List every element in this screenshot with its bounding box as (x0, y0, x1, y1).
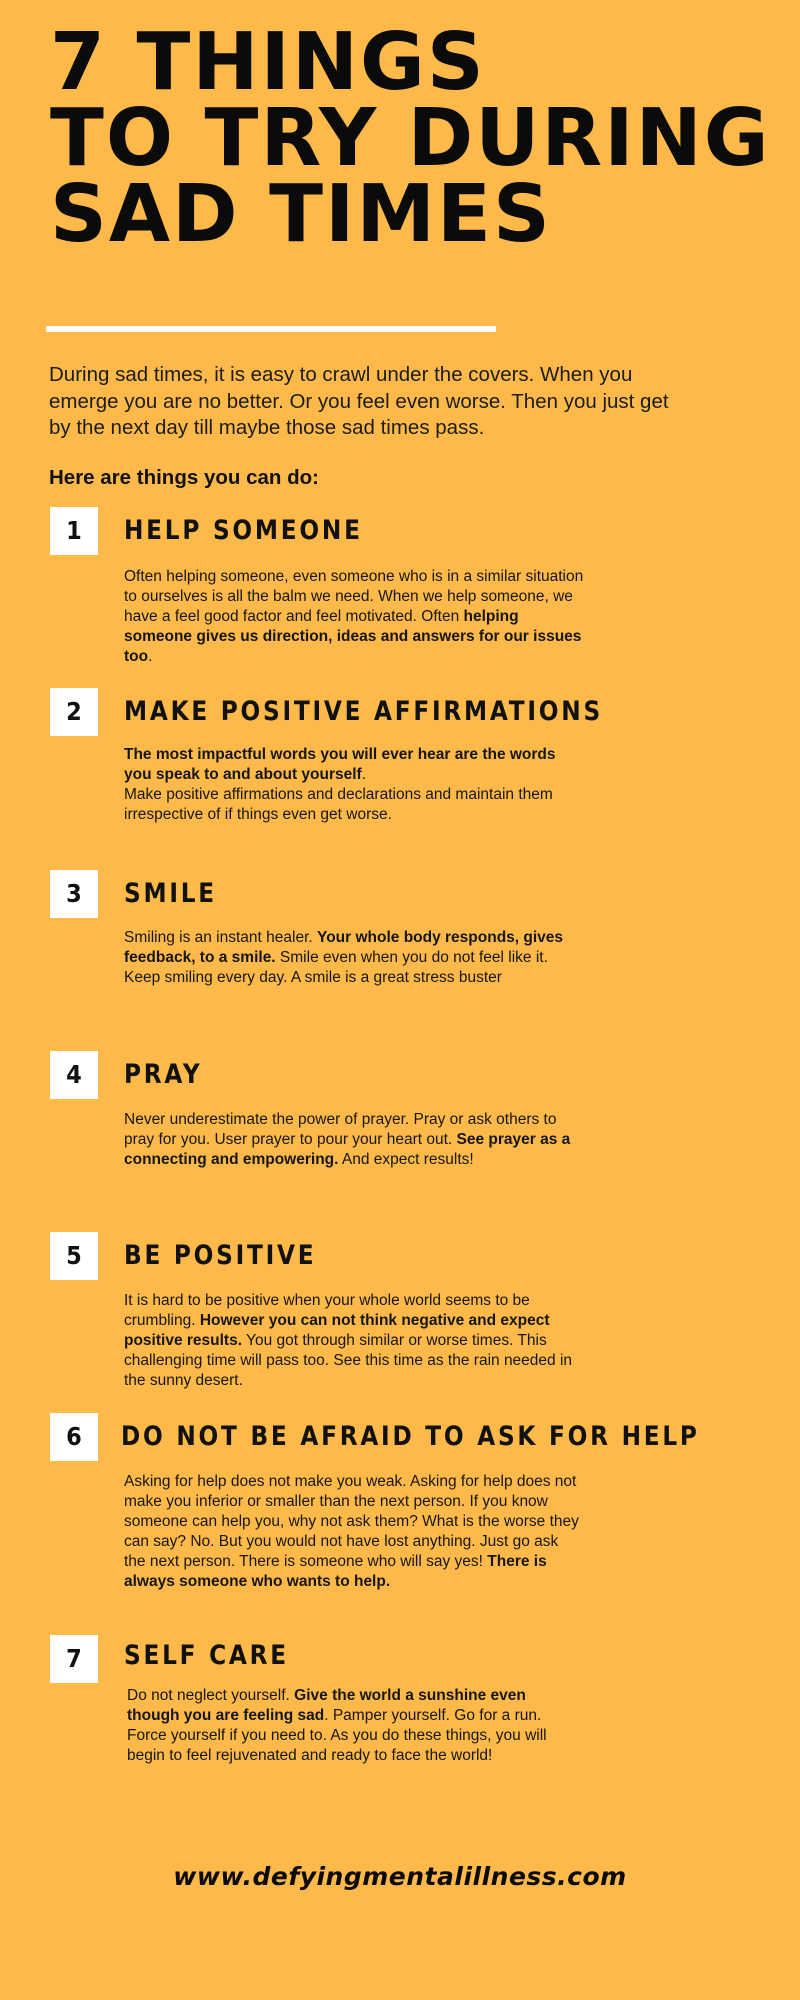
body-text: You got through similar or worse times. This challenging time will pass too. See this time as the rain needed in the sunny desert. (124, 1332, 573, 1389)
emphasis-text: helping someone gives us direction, ideas and answers for our issues too (124, 608, 582, 665)
item-heading: SELF CARE (124, 1640, 289, 1671)
emphasis-text: However you can not think negative and expect positive results. (124, 1312, 550, 1349)
body-text: Smiling is an instant healer. (124, 929, 317, 946)
item-number-badge: 4 (50, 1051, 98, 1099)
body-text: Asking for help does not make you weak. Asking for help does not make you inferior or smaller than the next person. If you know someone can help you, why not ask them? What is the worse they can say? No. But you would not have lost anything. Just go ask the next person. There is someone who will say yes! (124, 1473, 579, 1570)
body-text: Never underestimate the power of prayer. Pray or ask others to pray for you. User prayer to pour your heart out. (124, 1111, 557, 1148)
body-text: And expect results! (338, 1151, 474, 1168)
item-body (124, 1110, 584, 1170)
title-divider (46, 326, 496, 332)
body-text: Smile even when you do not feel like it. Keep smiling every day. A smile is a great stress buster (124, 949, 548, 986)
item-number-badge: 1 (50, 507, 98, 555)
title-line-1: 7 THINGS (50, 16, 486, 108)
body-text: It is hard to be positive when your whole world seems to be crumbling. (124, 1292, 530, 1329)
body-text: Often helping someone, even someone who is in a similar situation to ourselves is all the balm we need. When we help someone, we have a feel good factor and feel motivated. Often (124, 568, 584, 625)
title-line-3: SAD TIMES (50, 168, 552, 260)
item-body (124, 1291, 584, 1391)
intro-paragraph: During sad times, it is easy to crawl under the covers. When you emerge you are no better. Or you feel even worse. Then you just get by the next day till maybe those sad times pass. (49, 363, 669, 439)
emphasis-text: See prayer as a connecting and empowering. (124, 1131, 571, 1168)
item-body (124, 928, 584, 988)
body-text: . Pamper yourself. Go for a run. Force yourself if you need to. As you do these things, you will begin to feel rejuvenated and ready to face the world! (127, 1707, 547, 1764)
website-url: www.defyingmentalillness.com (173, 1862, 627, 1891)
item-heading: HELP SOMEONE (124, 515, 363, 546)
item-number-badge: 2 (50, 688, 98, 736)
item-number-badge: 6 (50, 1413, 98, 1461)
body-text: . (148, 648, 153, 665)
item-heading: BE POSITIVE (124, 1240, 317, 1271)
list-lead-in: Here are things you can do: (49, 466, 319, 489)
emphasis-text: Your whole body responds, gives feedback, to a smile. (124, 929, 564, 966)
item-heading: MAKE POSITIVE AFFIRMATIONS (124, 696, 603, 727)
body-text: . (361, 766, 367, 783)
item-body (124, 1472, 584, 1592)
item-number-badge: 7 (50, 1635, 98, 1683)
title-line-2: TO TRY DURING (50, 92, 771, 184)
body-text: Do not neglect yourself. (127, 1687, 295, 1704)
item-body (124, 567, 584, 667)
item-body (127, 1686, 547, 1766)
item-number-badge: 3 (50, 870, 98, 918)
item-heading: PRAY (124, 1059, 203, 1090)
emphasis-text: The most impactful words you will ever hear are the words you speak to and about yourself (124, 746, 556, 783)
item-body (124, 745, 584, 825)
emphasis-text: There is always someone who wants to help. (124, 1553, 547, 1590)
item-heading: DO NOT BE AFRAID TO ASK FOR HELP (121, 1421, 700, 1452)
body-text: Make positive affirmations and declarations and maintain them irrespective of if things even get worse. (124, 786, 553, 823)
item-number-badge: 5 (50, 1232, 98, 1280)
emphasis-text: Give the world a sunshine even though you are feeling sad (127, 1687, 526, 1724)
page-title (50, 16, 771, 260)
item-heading: SMILE (124, 878, 217, 909)
